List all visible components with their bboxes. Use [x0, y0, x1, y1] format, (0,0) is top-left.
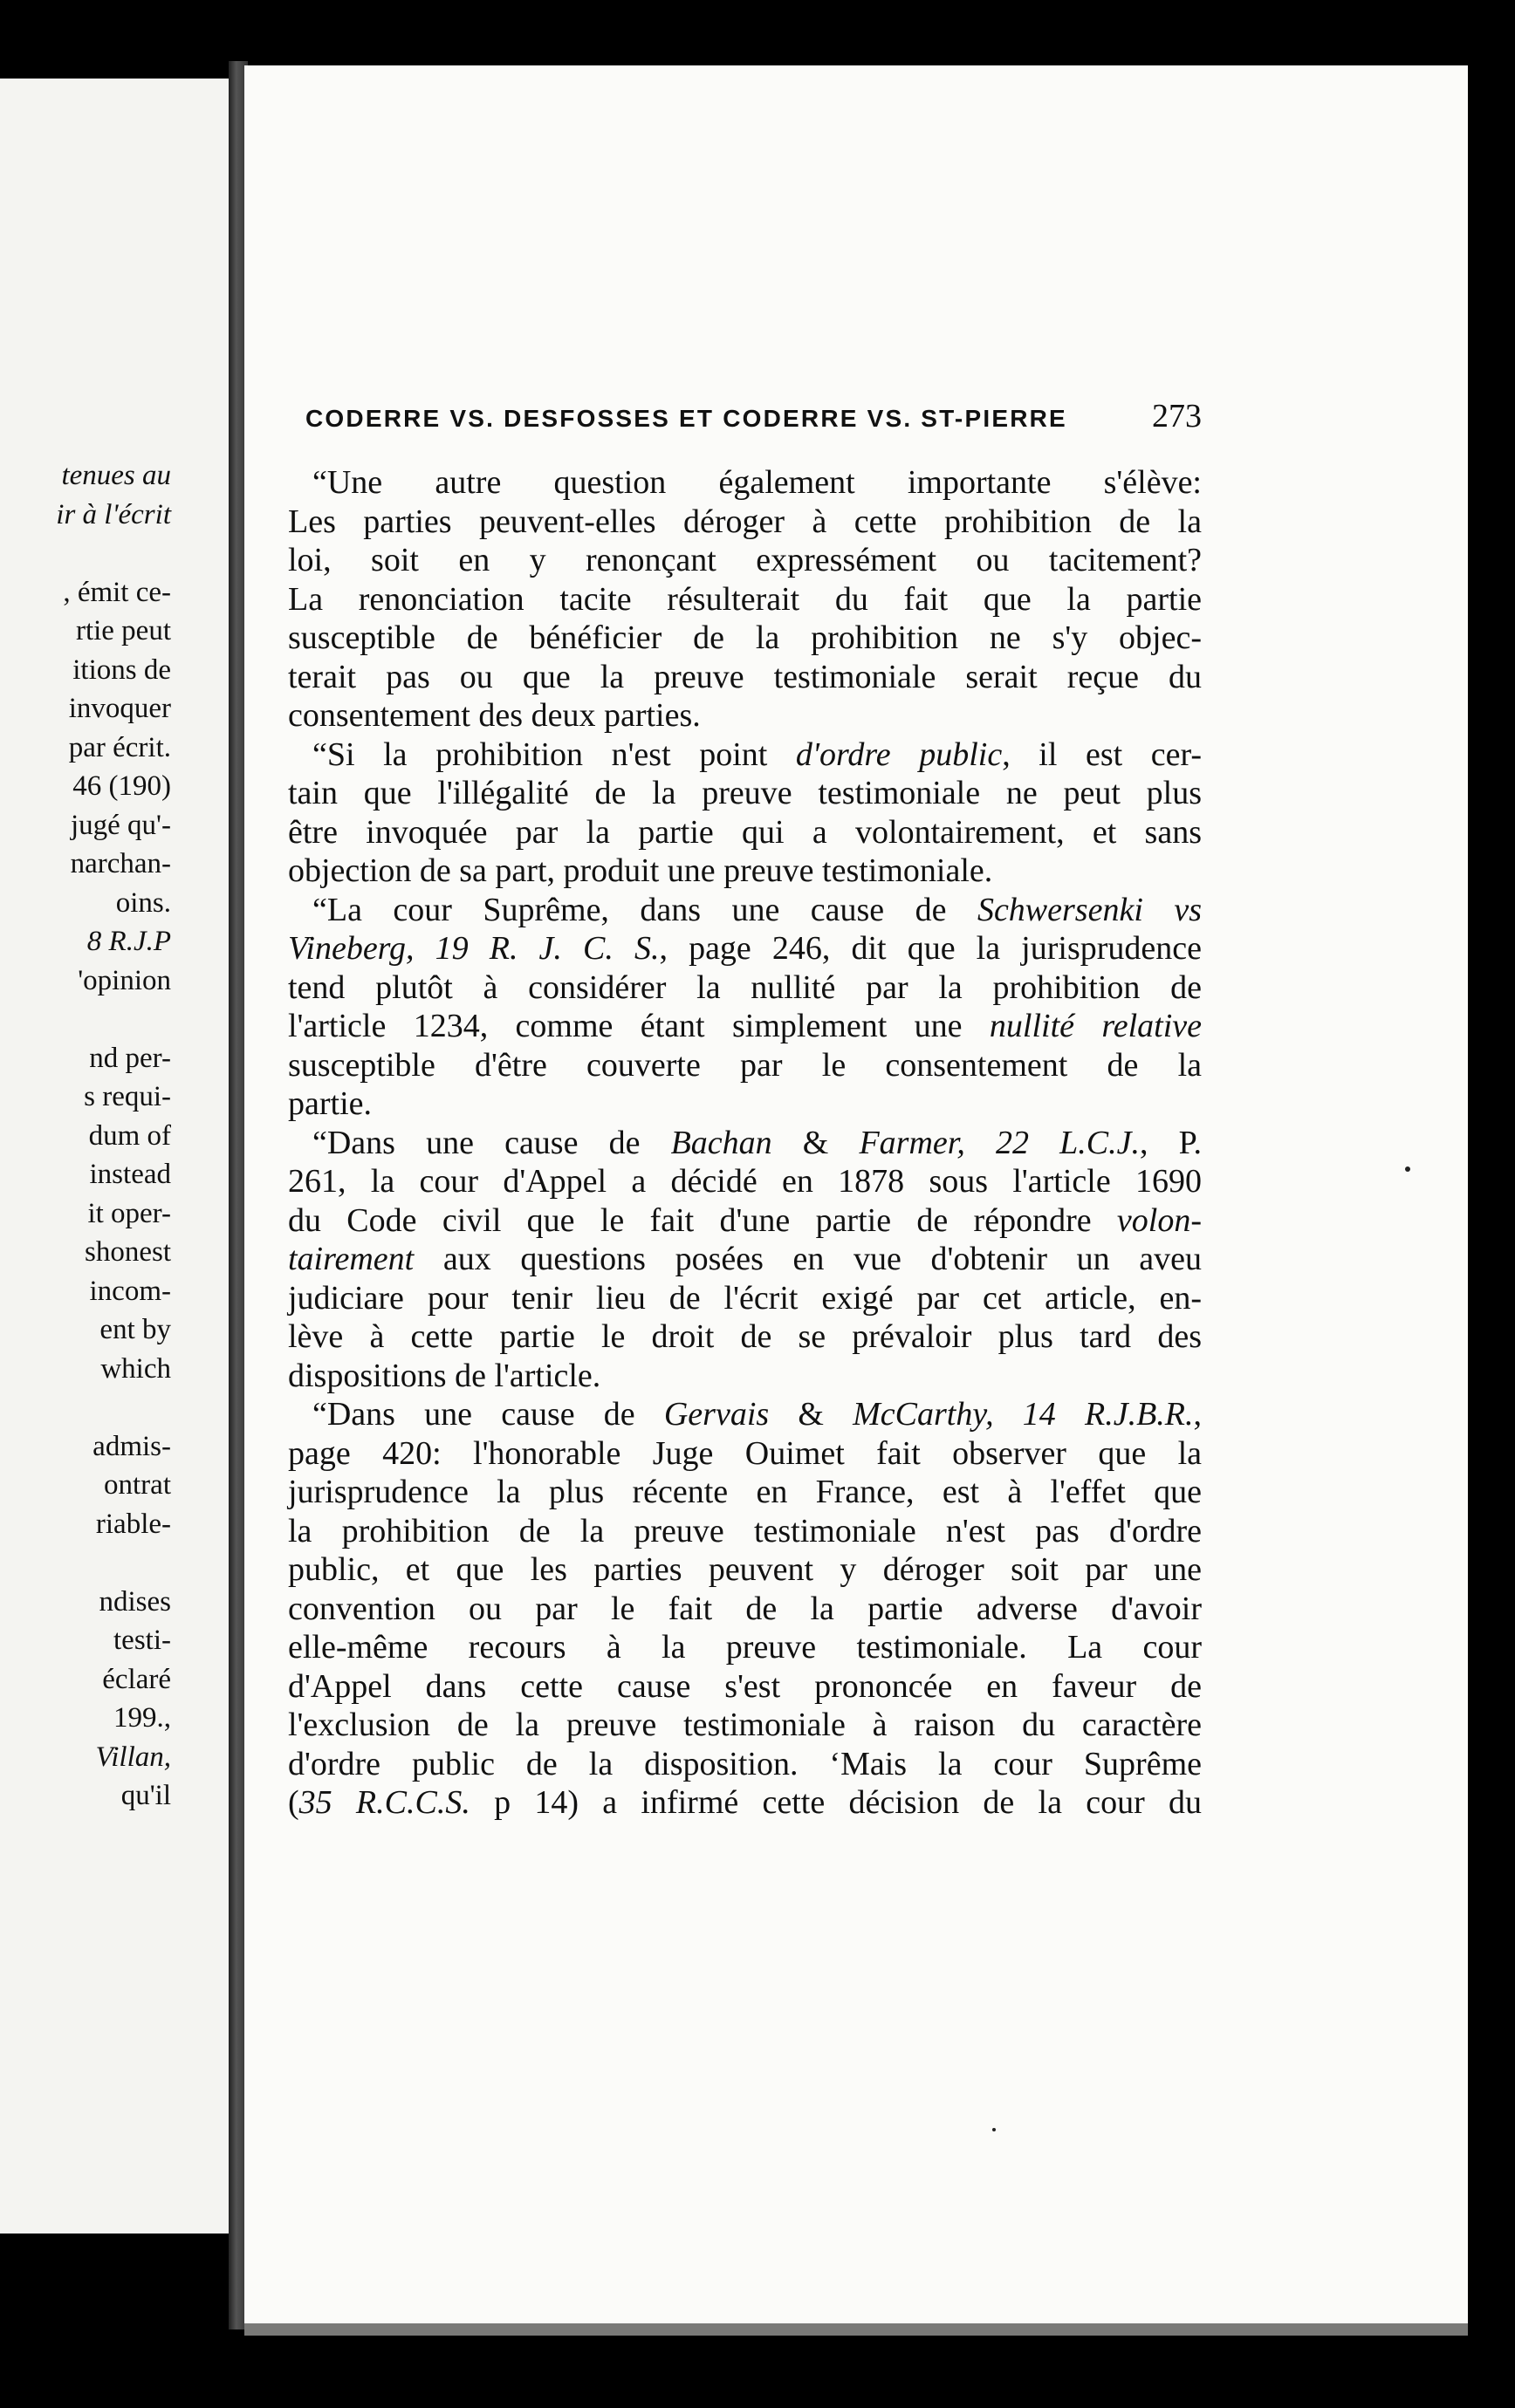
left-page-line: incom- — [89, 1275, 171, 1307]
italic-citation: volon- — [1116, 1201, 1202, 1239]
text-run: “Si la prohibition n'est point — [312, 735, 796, 773]
text-run: d'Appel dans cette cause s'est prononcée en faveur de — [288, 1667, 1202, 1705]
left-page-line: itions de — [72, 653, 171, 686]
text-run: lève à cette partie le droit de se prévaloir plus tard des — [288, 1318, 1202, 1355]
text-line — [312, 1394, 1202, 1434]
text-line — [288, 695, 1202, 735]
text-line — [312, 1123, 1202, 1163]
text-run: l'article 1234, comme étant simplement une — [288, 1008, 990, 1044]
left-page-line: ontrat — [104, 1469, 171, 1501]
text-run: partie. — [288, 1085, 373, 1122]
left-page-line: instead — [89, 1159, 171, 1190]
text-run: public, et que les parties peuvent y déroger soit par une — [288, 1551, 1202, 1588]
italic-citation: d'ordre public — [795, 735, 1003, 773]
text-line — [288, 1278, 1202, 1318]
text-run: consentement des deux parties. — [288, 697, 701, 734]
left-page-line: jugé qu'- — [70, 809, 171, 841]
italic-citation: Farmer, 22 L.C.J. — [859, 1124, 1140, 1161]
left-page-line: 8 R.J.P — [86, 926, 171, 957]
text-line — [288, 1356, 1202, 1396]
text-run: tend plutôt à considérer la nullité par la prohibition de — [288, 968, 1202, 1006]
text-line — [288, 1744, 1202, 1784]
text-line — [288, 1239, 1202, 1279]
text-line — [288, 1433, 1202, 1474]
left-page-line: qu'il — [120, 1780, 171, 1811]
text-line — [288, 928, 1202, 968]
text-run: , P. — [1139, 1124, 1202, 1161]
text-run: dispositions de l'article. — [288, 1357, 601, 1394]
text-line — [288, 1084, 1202, 1124]
text-line — [288, 1511, 1202, 1551]
text-line — [288, 1201, 1202, 1241]
text-run: susceptible de bénéficier de la prohibition ne s'y objec- — [288, 619, 1202, 656]
left-page-line: , émit ce- — [63, 576, 171, 608]
text-run: “Dans une cause de — [312, 1124, 671, 1161]
text-line — [288, 1045, 1202, 1085]
text-run: l'exclusion de la preuve testimoniale à raison du caractère — [288, 1707, 1202, 1743]
left-page-line: rtie peut — [75, 615, 171, 646]
text-line — [288, 1589, 1202, 1629]
text-run: page 420: l'honorable Juge Ouimet fait observer que la — [288, 1434, 1202, 1472]
left-page-line: testi- — [113, 1625, 171, 1656]
text-run: , page 246, dit que la jurisprudence — [659, 930, 1202, 967]
text-line — [288, 851, 1202, 891]
text-run: & — [769, 1396, 853, 1433]
italic-citation: Bachan — [670, 1124, 772, 1161]
left-page-line: 'opinion — [78, 964, 171, 996]
text-run: jurisprudence la plus récente en France, est à l'effet que — [288, 1474, 1202, 1510]
text-run: 261, la cour d'Appel a décidé en 1878 sous l'article 1690 — [288, 1163, 1202, 1200]
left-page-line: oins. — [115, 886, 171, 919]
text-line — [312, 735, 1202, 775]
left-page-line: admis- — [93, 1430, 171, 1462]
italic-citation: nullité relative — [989, 1008, 1203, 1044]
text-run: ( — [288, 1784, 299, 1821]
book-page — [244, 65, 1468, 2336]
text-line — [288, 1006, 1202, 1046]
left-page-line: which — [100, 1352, 171, 1385]
left-page-line: ir à l'écrit — [56, 498, 171, 530]
text-run: elle-même recours à la preuve testimoniale. La cour — [288, 1629, 1202, 1666]
text-line — [288, 773, 1202, 813]
text-run: La renonciation tacite résulterait du fait que la partie — [288, 580, 1202, 618]
text-run: judiciare pour tenir lieu de l'écrit exigé par cet article, en- — [288, 1279, 1202, 1317]
text-run: Les parties peuvent-elles déroger à cette prohibition de la — [288, 503, 1202, 540]
left-page-line: 46 (190) — [72, 770, 171, 802]
italic-citation: Gervais — [663, 1396, 770, 1433]
text-line — [312, 462, 1202, 503]
text-run: “Dans une cause de — [312, 1396, 664, 1433]
running-head — [305, 397, 1202, 435]
text-line — [288, 1472, 1202, 1512]
left-page-line: Villan, — [95, 1741, 171, 1773]
text-line — [288, 812, 1202, 852]
page-number: 273 — [1152, 398, 1202, 434]
left-page-line: ent by — [99, 1314, 171, 1345]
text-line — [288, 1666, 1202, 1707]
left-page-line: s requi- — [84, 1081, 171, 1112]
text-line — [288, 540, 1202, 580]
left-page-line: riable- — [95, 1508, 171, 1540]
italic-citation: 35 R.C.C.S. — [298, 1784, 470, 1821]
left-page-line: 199., — [113, 1702, 171, 1734]
left-page-line: invoquer — [68, 693, 171, 724]
left-page-line: it oper- — [87, 1197, 171, 1229]
text-line — [288, 657, 1202, 697]
text-run: & — [771, 1124, 860, 1161]
text-run: aux questions posées en vue d'obtenir un aveu — [414, 1241, 1202, 1277]
text-run: convention ou par le fait de la partie adverse d'avoir — [288, 1590, 1202, 1627]
text-line — [288, 1627, 1202, 1667]
text-line — [288, 1549, 1202, 1590]
speck — [992, 2128, 996, 2131]
left-page-line: tenues au — [61, 460, 171, 491]
text-line — [288, 579, 1202, 619]
text-line — [288, 618, 1202, 658]
text-run: , il est cer- — [1002, 735, 1203, 773]
text-line — [288, 1705, 1202, 1745]
text-run: d'ordre public de la disposition. ‘Mais la cour Suprême — [288, 1745, 1202, 1782]
text-line — [288, 968, 1202, 1008]
text-run: p 14) a infirmé cette décision de la cour du — [470, 1784, 1202, 1821]
left-page-line: shonest — [85, 1236, 171, 1268]
text-run: tain que l'illégalité de la preuve testimoniale ne peut plus — [288, 775, 1202, 811]
italic-citation: Schwersenki vs — [977, 891, 1202, 928]
left-page-line: dum of — [88, 1119, 171, 1152]
text-run: loi, soit en y renonçant expressément ou tacitement? — [288, 542, 1202, 578]
text-run: susceptible d'être couverte par le consentement de la — [288, 1046, 1202, 1084]
left-page-line: par écrit. — [68, 731, 171, 763]
text-line — [312, 890, 1202, 930]
text-run: terait pas ou que la preuve testimoniale serait reçue du — [288, 658, 1202, 695]
left-page-line: éclaré — [102, 1663, 171, 1695]
italic-citation: tairement — [288, 1241, 415, 1277]
speck — [1405, 1166, 1410, 1172]
italic-citation: McCarthy, 14 R.J.B.R. — [853, 1396, 1194, 1433]
running-title: CODERRE VS. DESFOSSES ET CODERRE VS. ST-PIERRE — [305, 405, 1067, 432]
left-facing-page — [0, 79, 234, 2234]
text-run: , — [1193, 1396, 1202, 1433]
text-line — [288, 1782, 1202, 1823]
italic-citation: Vineberg, 19 R. J. C. S. — [288, 930, 660, 967]
text-run: “La cour Suprême, dans une cause de — [312, 891, 977, 928]
left-page-line: ndises — [99, 1585, 171, 1618]
text-line — [288, 502, 1202, 542]
text-run: être invoquée par la partie qui a volontairement, et sans — [288, 813, 1202, 851]
left-page-line: narchan- — [70, 848, 171, 879]
text-run: du Code civil que le fait d'une partie de répondre — [288, 1201, 1117, 1239]
left-page-line: nd per- — [89, 1042, 171, 1074]
text-line — [288, 1161, 1202, 1201]
text-run: “Une autre question également importante s'élève: — [312, 464, 1202, 501]
text-line — [288, 1317, 1202, 1357]
text-run: la prohibition de la preuve testimoniale n'est pas d'ordre — [288, 1512, 1202, 1549]
text-run: objection de sa part, produit une preuve testimoniale. — [288, 852, 993, 889]
